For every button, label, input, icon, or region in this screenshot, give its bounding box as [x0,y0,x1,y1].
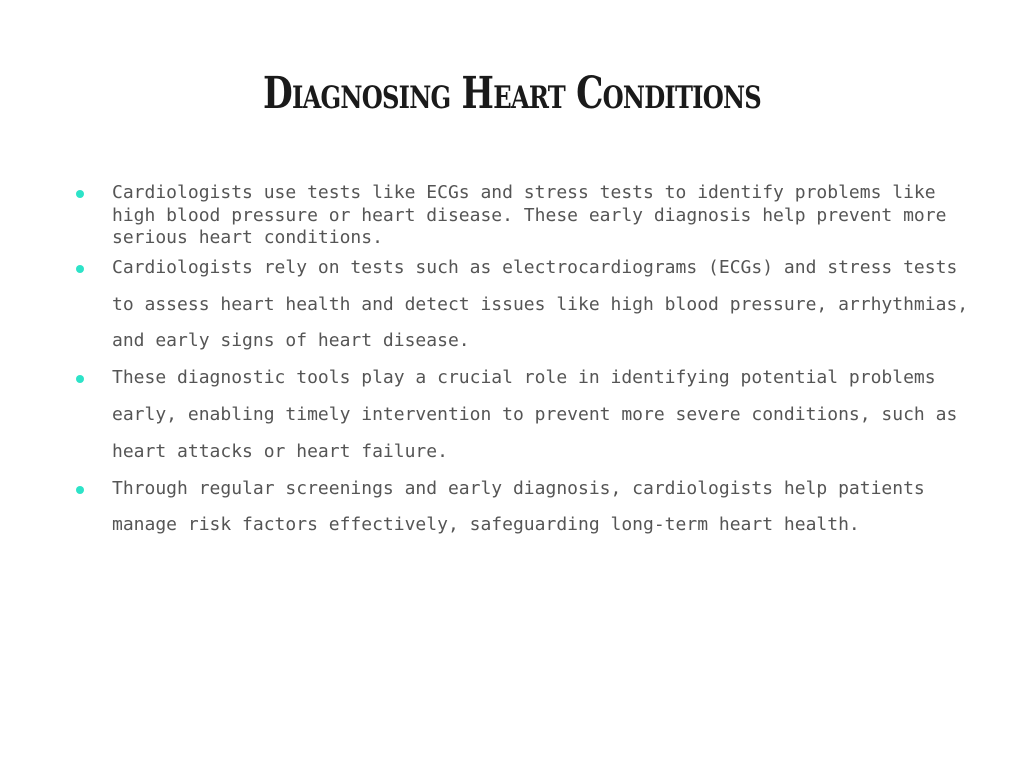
bullet-list [70,182,970,544]
bullet-item [70,471,970,545]
bullet-item [70,360,970,470]
bullet-dot-icon [76,486,84,494]
bullet-dot-icon [76,265,84,273]
bullet-text: Cardiologists rely on tests such as electrocardiograms (ECGs) and stress tests to assess heart health and detect issues like high blood pressure, arrhythmias, and early signs of heart disease. [112,256,969,352]
bullet-dot-icon [76,190,84,198]
bullet-text: Cardiologists use tests like ECGs and stress tests to identify problems like high blood pressure or heart disease. These early diagnosis help prevent more serious heart conditions. [112,182,947,249]
bullet-text: Through regular screenings and early diagnosis, cardiologists help patients manage risk factors effectively, safeguarding long-term heart health. [112,477,925,536]
slide-title: Diagnosing Heart Conditions [263,68,761,119]
bullet-item [70,182,970,250]
bullet-item [70,250,970,360]
bullet-dot-icon [76,375,84,383]
bullet-text: These diagnostic tools play a crucial role in identifying potential problems early, enabling timely intervention to prevent more severe conditions, such as heart attacks or heart failure. [112,367,958,462]
